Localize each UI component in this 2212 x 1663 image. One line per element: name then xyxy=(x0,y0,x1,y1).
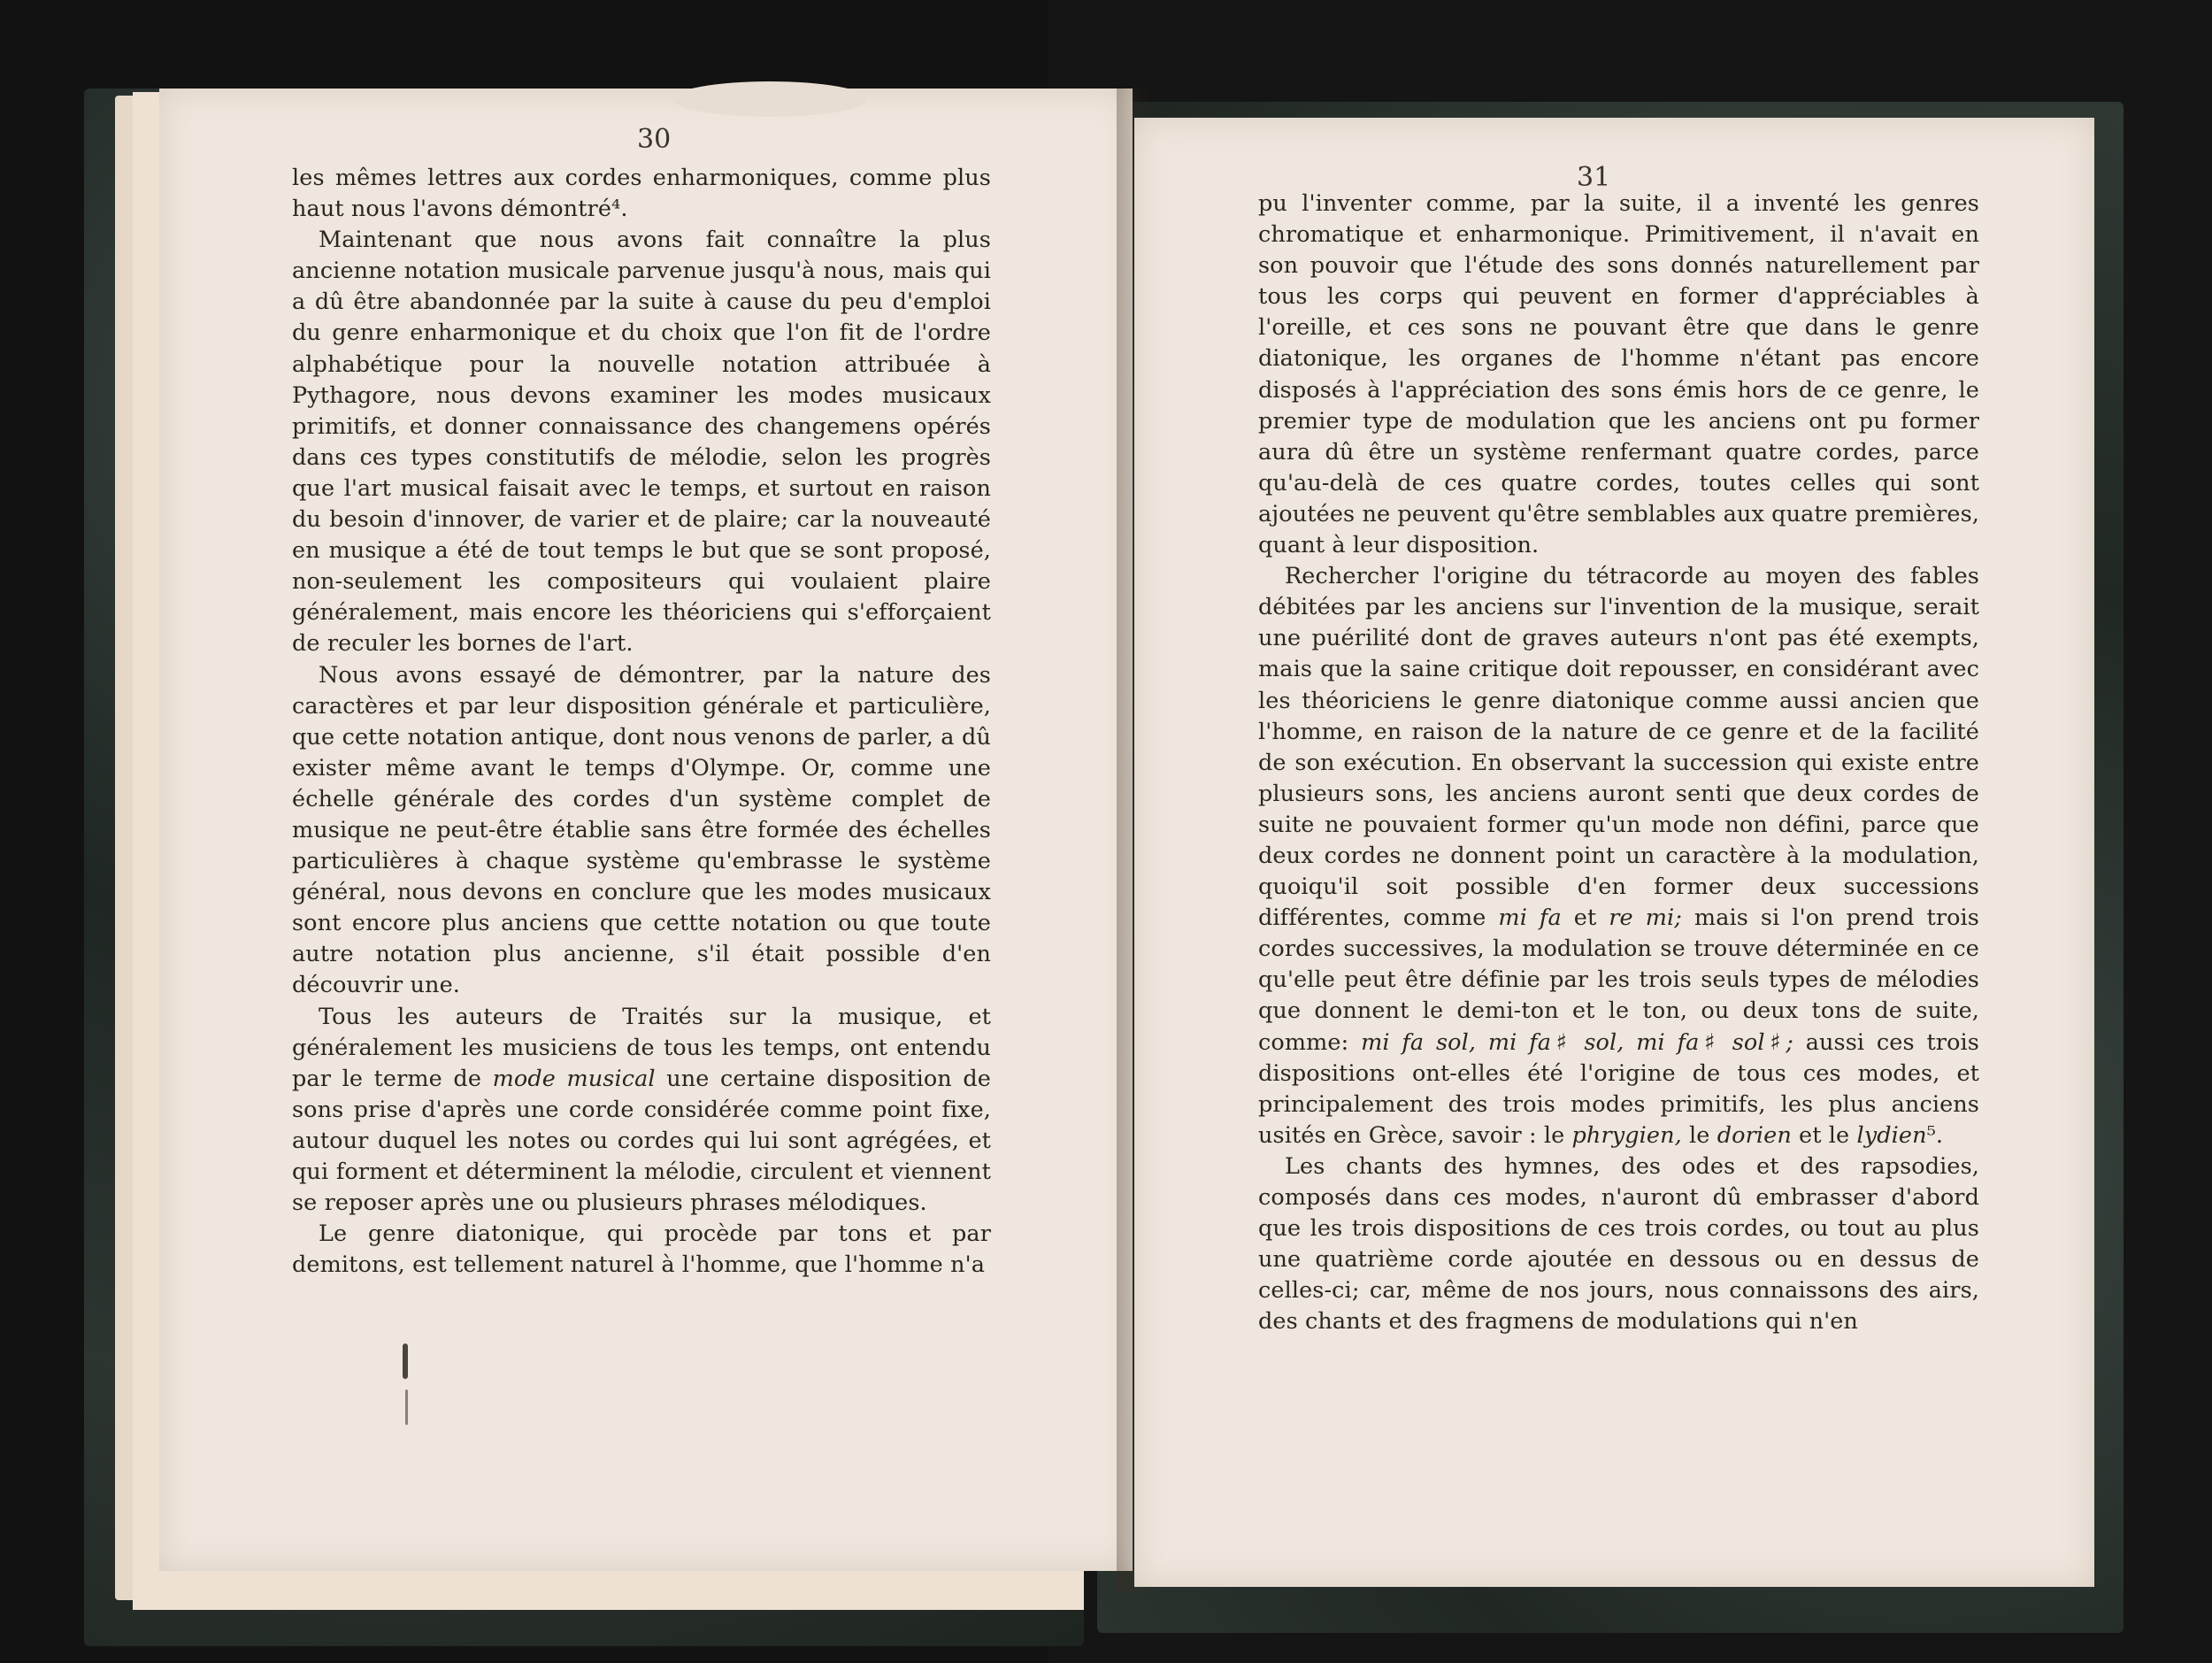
right-page xyxy=(1134,118,2094,1587)
text-run: aussi ces trois dispositions ont-elles été l'origine de tous ces modes, et principalement des trois modes primitifs, les plus anciens usités en Grèce, savoir : le xyxy=(1258,1028,1979,1149)
paragraph xyxy=(292,225,991,659)
text-run: Nous avons essayé de démontrer, par la nature des caractères et par leur disposition générale et particulière, que cette notation antique, dont nous venons de parler, a dû exister même avant le temps d'Olympe. Or, comme une échelle générale des cordes d'un système complet de musique ne peut-être établie sans être formée des échelles particulières à chaque système qu'embrasse le système général, nous devons en conclure que les modes musicaux sont encore plus anciens que cettte notation ou que toute autre notation plus ancienne, s'il était possible d'en découvrir une. xyxy=(292,661,991,999)
paragraph xyxy=(1258,189,1979,561)
italic-text: lydien xyxy=(1856,1121,1927,1149)
page-text xyxy=(292,163,991,1281)
text-run: Le genre diatonique, qui procède par tons et par demitons, est tellement naturel à l'homme, que l'homme n'a xyxy=(292,1220,991,1279)
torn-top-edge xyxy=(672,81,867,117)
text-run: Tous les auteurs de Traités sur la musique, et généralement les musiciens de tous les temps, ont entendu par le terme de xyxy=(292,1003,991,1092)
text-run: pu l'inventer comme, par la suite, il a inventé les genres chromatique et enharmonique. Primitivement, il n'avait en son pouvoir que l'étude des sons donnés naturellement par tous les corps qui peuvent en former d'appréciables à l'oreille, et ces sons ne pouvant être que dans le genre diatonique, les organes de l'homme n'étant pas encore disposés à l'appréciation des sons émis hors de ce genre, le premier type de modulation que les anciens ont pu former aura dû être un système renfermant quatre cordes, parce qu'au-delà de ces quatre cordes, toutes celles qui sont ajoutées ne peuvent qu'être semblables aux quatre premières, quant à leur disposition. xyxy=(1258,190,1979,559)
paragraph xyxy=(292,660,991,1002)
italic-text: re mi; xyxy=(1609,905,1682,932)
italic-text: phrygien, xyxy=(1571,1121,1682,1149)
text-run: les mêmes lettres aux cordes enharmoniques, comme plus haut nous l'avons démontré⁴. xyxy=(292,165,991,223)
text-run: et xyxy=(1561,905,1609,932)
ink-mark xyxy=(403,1343,408,1379)
left-page xyxy=(159,89,1133,1571)
paragraph xyxy=(1258,561,1979,1151)
paragraph xyxy=(1258,1151,1979,1338)
paragraph xyxy=(292,163,991,225)
text-run: mais si l'on prend trois cordes successives, la modulation se trouve déterminée en ce qu'elle peut être définie par les trois seuls types de mélodies que donnent le demi-ton et le ton, ou deux tons de suite, comme: xyxy=(1258,905,1979,1056)
text-run: et le xyxy=(1791,1121,1857,1149)
italic-text: mode musical xyxy=(492,1065,656,1092)
page-number: 31 xyxy=(1577,162,1611,193)
italic-text: mi fa xyxy=(1498,905,1562,932)
text-run: Les chants des hymnes, des odes et des rapsodies, composés dans ces modes, n'auront dû embrasser d'abord que les trois dispositions de ces trois cordes, ou tout au plus une quatrième corde ajoutée en dessous ou en dessus de celles-ci; car, même de nos jours, nous connaissons des airs, des chants et des fragmens de modulations qui n'en xyxy=(1258,1152,1979,1336)
italic-text: dorien xyxy=(1717,1121,1792,1149)
page-text xyxy=(1258,189,1979,1337)
text-run: ⁵. xyxy=(1926,1121,1944,1149)
text-run: Maintenant que nous avons fait connaître la plus ancienne notation musicale parvenue jusqu'à nous, mais qui a dû être abandonnée par la suite à cause du peu d'emploi du genre enharmonique et du choix que l'on fit de l'ordre alphabétique pour la nouvelle notation attribuée à Pythagore, nous devons examiner les modes musicaux primitifs, et donner connaissance des changemens opérés dans ces types constitutifs de mélodie, selon les progrès que l'art musical faisait avec le temps, et surtout en raison du besoin d'innover, de varier et de plaire; car la nouveauté en musique a été de tout temps le but que se sont proposé, non-seulement les compositeurs qui voulaient plaire généralement, mais encore les théoriciens qui s'efforçaient de reculer les bornes de l'art. xyxy=(292,227,991,658)
text-run: une certaine disposition de sons prise d'après une corde considérée comme point fixe, autour duquel les notes ou cordes qui lui sont agrégées, et qui forment et déterminent la mélodie, circulent et viennent se reposer après une ou plusieurs phrases mélodiques. xyxy=(292,1065,991,1217)
paragraph xyxy=(292,1002,991,1220)
ink-mark xyxy=(405,1390,408,1425)
italic-text: mi fa sol, mi fa♯ sol, mi fa♯ sol♯; xyxy=(1361,1028,1793,1056)
text-run: Rechercher l'origine du tétracorde au moyen des fables débitées par les anciens sur l'invention de la musique, serait une puérilité dont de graves auteurs n'ont pas été exempts, mais que la saine critique doit repousser, en considérant avec les théoriciens le genre diatonique comme aussi ancien que l'homme, en raison de la nature de ce genre et de la facilité de son exécution. En observant la succession qui existe entre plusieurs sons, les anciens auront senti que deux cordes de suite ne pouvaient former qu'un mode non défini, parce que deux cordes ne donnent point un caractère à la modulation, quoiqu'il soit possible d'en former deux successions différentes, comme xyxy=(1258,563,1979,932)
paragraph xyxy=(292,1219,991,1281)
text-run: le xyxy=(1681,1121,1717,1149)
page-number: 30 xyxy=(637,124,672,155)
